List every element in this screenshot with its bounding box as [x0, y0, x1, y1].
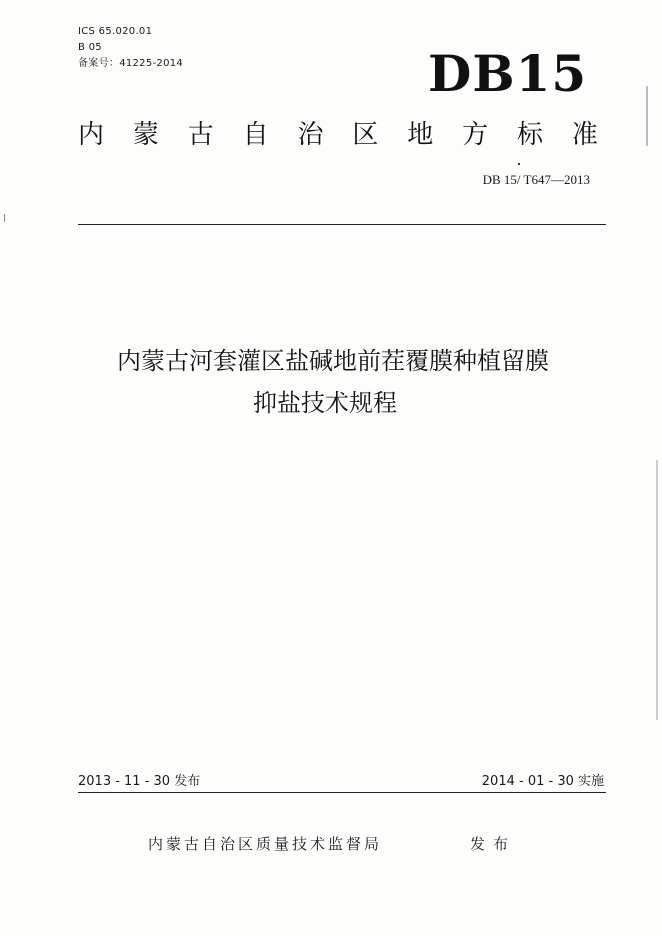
standard-type-char: 蒙 [132, 120, 159, 150]
document-title-line-2: 抑盐技术规程 [253, 389, 397, 417]
standard-type-char: 标 [517, 120, 544, 150]
standard-type-char: 自 [242, 120, 269, 150]
scan-speck [518, 163, 520, 165]
standard-type-char: 准 [571, 120, 598, 150]
ics-code: ICS 65.020.01 [78, 26, 153, 37]
standard-type-char: 古 [187, 120, 214, 150]
issuing-authority: 内蒙古自治区质量技术监督局 [148, 835, 383, 853]
issue-label: 发布 [470, 835, 517, 853]
document-title-line-1: 内蒙古河套灌区盐碱地前茬覆膜种植留膜 [117, 347, 549, 375]
scan-speck [4, 214, 5, 222]
standard-type-char: 方 [462, 120, 489, 150]
footer-divider [78, 792, 606, 793]
db15-logo: DB15 [428, 44, 588, 103]
filing-number: 备案号：41225-2014 [78, 58, 184, 69]
scan-speck [646, 86, 648, 146]
scan-speck [656, 460, 658, 720]
standard-type-char: 地 [407, 120, 434, 150]
standard-type-char: 治 [297, 120, 324, 150]
publish-date: 2013 - 11 - 30 发布 [78, 774, 201, 789]
standard-type-char: 区 [352, 120, 379, 150]
header-divider [78, 224, 606, 225]
effective-date: 2014 - 01 - 30 实施 [481, 774, 604, 789]
standard-number: DB 15/ T647—2013 [482, 172, 590, 187]
category-code: B 05 [78, 42, 102, 53]
standard-type-heading [78, 118, 598, 152]
standard-type-char: 内 [78, 120, 105, 150]
